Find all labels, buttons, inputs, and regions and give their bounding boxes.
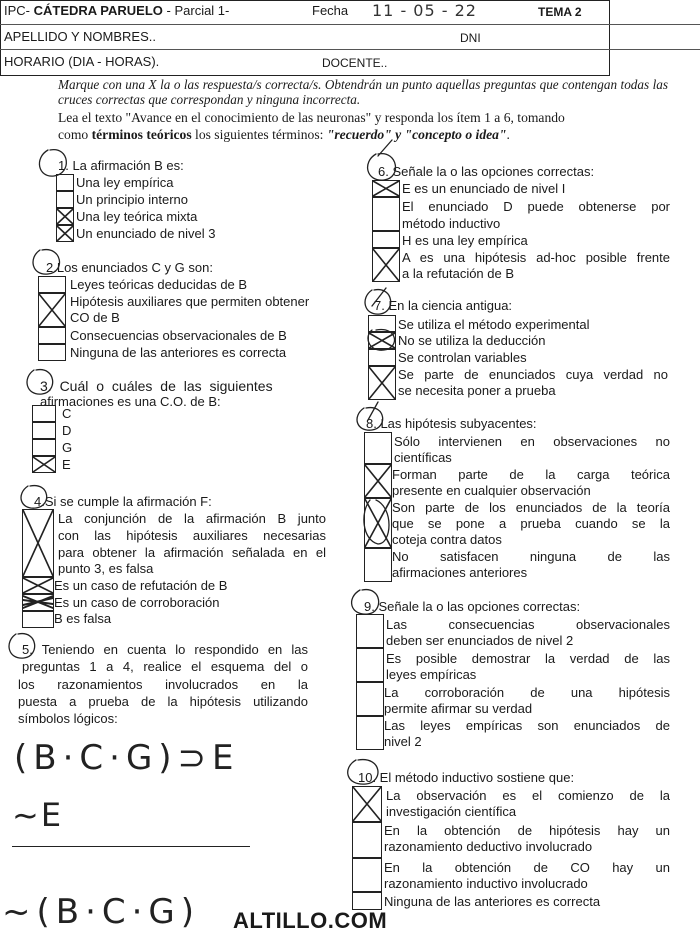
- q9-option-a-line-1: Las consecuencias observacionales: [386, 617, 670, 632]
- q4-number-circle: [21, 486, 47, 509]
- q2-option-c: Consecuencias observacionales de B: [70, 328, 287, 343]
- q1-stem: 1. La afirmación B es:: [58, 158, 184, 173]
- q3-cross-e: [33, 457, 55, 472]
- q9-option-b-line-2: leyes empíricas: [386, 667, 477, 682]
- q6-number-circle: [368, 154, 396, 181]
- q9-option-c-line-2: permite afirmar su verdad: [384, 701, 533, 716]
- q1-option-b: Un principio interno: [76, 192, 189, 207]
- q2-number-circle: [33, 250, 59, 275]
- q5-number-circle: [9, 634, 35, 659]
- q8-option-a-line-1: Sólo intervienen en observaciones no: [394, 434, 670, 449]
- q4-option-d: B es falsa: [54, 611, 112, 626]
- q1-cross-c: [57, 209, 73, 224]
- q5-line-1: 5. Teniendo en cuenta lo respondido en las: [22, 642, 308, 657]
- q5-handwritten-answer-1: (B·C·G)⊃E: [14, 738, 240, 778]
- q5-handwritten-answer-2: ~E: [12, 796, 64, 834]
- q8-option-b-line-2: presente en cualquier observación: [392, 483, 591, 498]
- q6-option-b-line-1: El enunciado D puede obtenerse por: [402, 199, 670, 214]
- q8-stem: 8. Las hipótesis subyacentes:: [366, 416, 537, 431]
- q5-line-2: preguntas 1 a 4, realice el esquema del o: [22, 659, 308, 674]
- theme-label: TEMA 2: [538, 5, 582, 19]
- q1-option-a: Una ley empírica: [76, 175, 174, 190]
- q2-cross-b: [39, 294, 65, 326]
- q4-option-a-line-3: para obtener la afirmación señalada en el: [58, 545, 326, 560]
- footer-watermark: ALTILLO.COM: [233, 908, 388, 933]
- q7-option-c: Se controlan variables: [398, 350, 527, 365]
- q7-number-circle: [365, 290, 391, 315]
- q6-stem: 6. Señale la o las opciones correctas:: [378, 164, 595, 179]
- q9-option-b-line-1: Es posible demostrar la verdad de las: [386, 651, 670, 666]
- course-code: IPC- CÁTEDRA PARUELO - Parcial 1-: [4, 3, 230, 18]
- q1-cross-d: [57, 226, 73, 241]
- q8-cross-c: [365, 499, 391, 547]
- q3-stem-line-2: afirmaciones es una C.O. de B:: [40, 394, 221, 409]
- q4-option-a-line-1: La conjunción de la afirmación B junto: [58, 511, 326, 526]
- q4-option-b: Es un caso de refutación de B: [54, 578, 228, 593]
- name-label: APELLIDO Y NOMBRES..: [4, 29, 156, 44]
- q4-option-c: Es un caso de corroboración: [54, 595, 220, 610]
- q4-option-a-line-4: punto 3, es falsa: [58, 561, 154, 576]
- q7-option-d-line-2: se necesita poner a prueba: [398, 383, 556, 398]
- q9-option-a-line-2: deben ser enunciados de nivel 2: [386, 633, 574, 648]
- q3-stem-line-1: 3. Cuál o cuáles de las siguientes: [40, 378, 273, 394]
- dni-label: DNI: [460, 31, 481, 45]
- reading-line-1: Lea el texto "Avance en el conocimiento de las neuronas" y responda los ítem 1 a 6, tomando: [58, 110, 565, 125]
- q2-option-b-cont: CO de B: [70, 310, 120, 325]
- q9-stem: 9. Señale la o las opciones correctas:: [364, 599, 581, 614]
- q7-stem: 7. En la ciencia antigua:: [374, 298, 513, 313]
- q7-option-b: No se utiliza la deducción: [398, 333, 546, 348]
- q6-option-c: H es una ley empírica: [402, 233, 528, 248]
- q4-cross-c-scribble: [23, 596, 53, 608]
- schedule-label: HORARIO (DIA - HORAS).: [4, 54, 160, 69]
- exam-name: - Parcial 1-: [162, 3, 230, 18]
- q8-option-a-line-2: científicas: [394, 450, 452, 465]
- q7-option-d-line-1: Se parte de enunciados cuya verdad no: [398, 367, 668, 382]
- q9-option-c-line-1: La corroboración de una hipótesis: [384, 685, 670, 700]
- q9-option-d-line-1: Las leyes empíricas son enunciados de: [384, 718, 670, 733]
- q7-cross-b: [369, 333, 395, 348]
- q4-cross-b: [23, 578, 53, 593]
- q8-number-circle: [357, 408, 383, 431]
- q10-option-b-line-2: razonamiento deductivo involucrado: [384, 839, 593, 854]
- q7-cross-d: [369, 367, 395, 399]
- q8-option-c-line-2: que se pone a prueba cuando se la: [392, 516, 670, 531]
- q10-option-d: Ninguna de las anteriores es correcta: [384, 894, 601, 909]
- q4-option-a-line-2: con las hipótesis auxiliares necesarias: [58, 528, 326, 543]
- q1-option-d: Un enunciado de nivel 3: [76, 226, 216, 241]
- q2-option-b: Hipótesis auxiliares que permiten obtener: [70, 294, 310, 309]
- q6-option-b-line-2: método inductivo: [402, 216, 501, 231]
- teacher-label: DOCENTE..: [322, 56, 388, 70]
- q10-option-b-line-1: En la obtención de hipótesis hay un: [384, 823, 670, 838]
- q2-option-a: Leyes teóricas deducidas de B: [70, 277, 248, 292]
- q5-line-5: símbolos lógicos:: [18, 711, 118, 726]
- date-label: Fecha: [312, 3, 349, 18]
- q5-line-3: los razonamientos involucrados en la: [18, 677, 308, 692]
- q10-option-c-line-1: En la obtención de CO hay un: [384, 860, 670, 875]
- q4-cross-a: [23, 510, 53, 576]
- q10-option-c-line-2: razonamiento inductivo involucrado: [384, 876, 588, 891]
- q2-option-d: Ninguna de las anteriores es correcta: [70, 345, 287, 360]
- q9-number-circle: [352, 590, 379, 615]
- q3-option-g: G: [62, 440, 73, 455]
- connector-stroke-2: [372, 288, 386, 306]
- q3-number-circle: [27, 370, 53, 395]
- q6-cross-a: [373, 181, 399, 196]
- q8-option-d-line-2: afirmaciones anteriores: [392, 565, 528, 580]
- q10-cross-a: [353, 787, 381, 821]
- q10-number-circle: [348, 760, 378, 785]
- q6-option-a: E es un enunciado de nivel I: [402, 181, 566, 196]
- q8-option-b-line-1: Forman parte de la carga teórica: [392, 467, 670, 482]
- q6-option-d-line-1: A es una hipótesis ad-hoc posible frente: [402, 250, 670, 265]
- q5-line-4: puesta a prueba de la hipótesis utilizando: [18, 694, 308, 709]
- q8-option-d-line-1: No satisfacen ninguna de las: [392, 549, 670, 564]
- date-value[interactable]: 11 - 05 - 22: [372, 1, 477, 20]
- reading-line-2: como términos teóricos los siguientes términos: "recuerdo" y "concepto o idea".: [58, 127, 510, 142]
- chair-name: CÁTEDRA PARUELO: [33, 3, 163, 18]
- q10-stem: 10. El método inductivo sostiene que:: [358, 770, 575, 785]
- q10-option-a-line-2: investigación científica: [386, 804, 517, 819]
- q8-option-c-line-3: coteja contra datos: [392, 532, 502, 547]
- q9-option-d-line-2: nivel 2: [384, 734, 422, 749]
- q4-stem: 4.Si se cumple la afirmación F:: [34, 494, 212, 509]
- q7-option-a: Se utiliza el método experimental: [398, 317, 590, 332]
- q3-option-d: D: [62, 423, 72, 438]
- q3-option-c: C: [62, 406, 72, 421]
- q6-option-d-line-2: a la refutación de B: [402, 266, 515, 281]
- q6-cross-d: [373, 249, 399, 281]
- instructions: Marque con una X la o las respuesta/s correcta/s. Obtendrán un punto aquellas preguntas que contengan todas las cruces correctas que correspondan y ninguna incorrecta.: [58, 77, 668, 107]
- q1-option-c: Una ley teórica mixta: [76, 209, 198, 224]
- q8-cross-b: [365, 465, 391, 497]
- q2-stem: 2.Los enunciados C y G son:: [46, 260, 213, 275]
- connector-stroke-3: [368, 402, 378, 420]
- q5-handwritten-answer-3: ~(B·C·G): [2, 892, 201, 932]
- q10-option-a-line-1: La observación es el comienzo de la: [386, 788, 670, 803]
- q1-number-circle: [39, 150, 66, 177]
- q8-option-c-line-1: Son parte de los enunciados de la teoría: [392, 500, 670, 515]
- q3-option-e: E: [62, 457, 71, 472]
